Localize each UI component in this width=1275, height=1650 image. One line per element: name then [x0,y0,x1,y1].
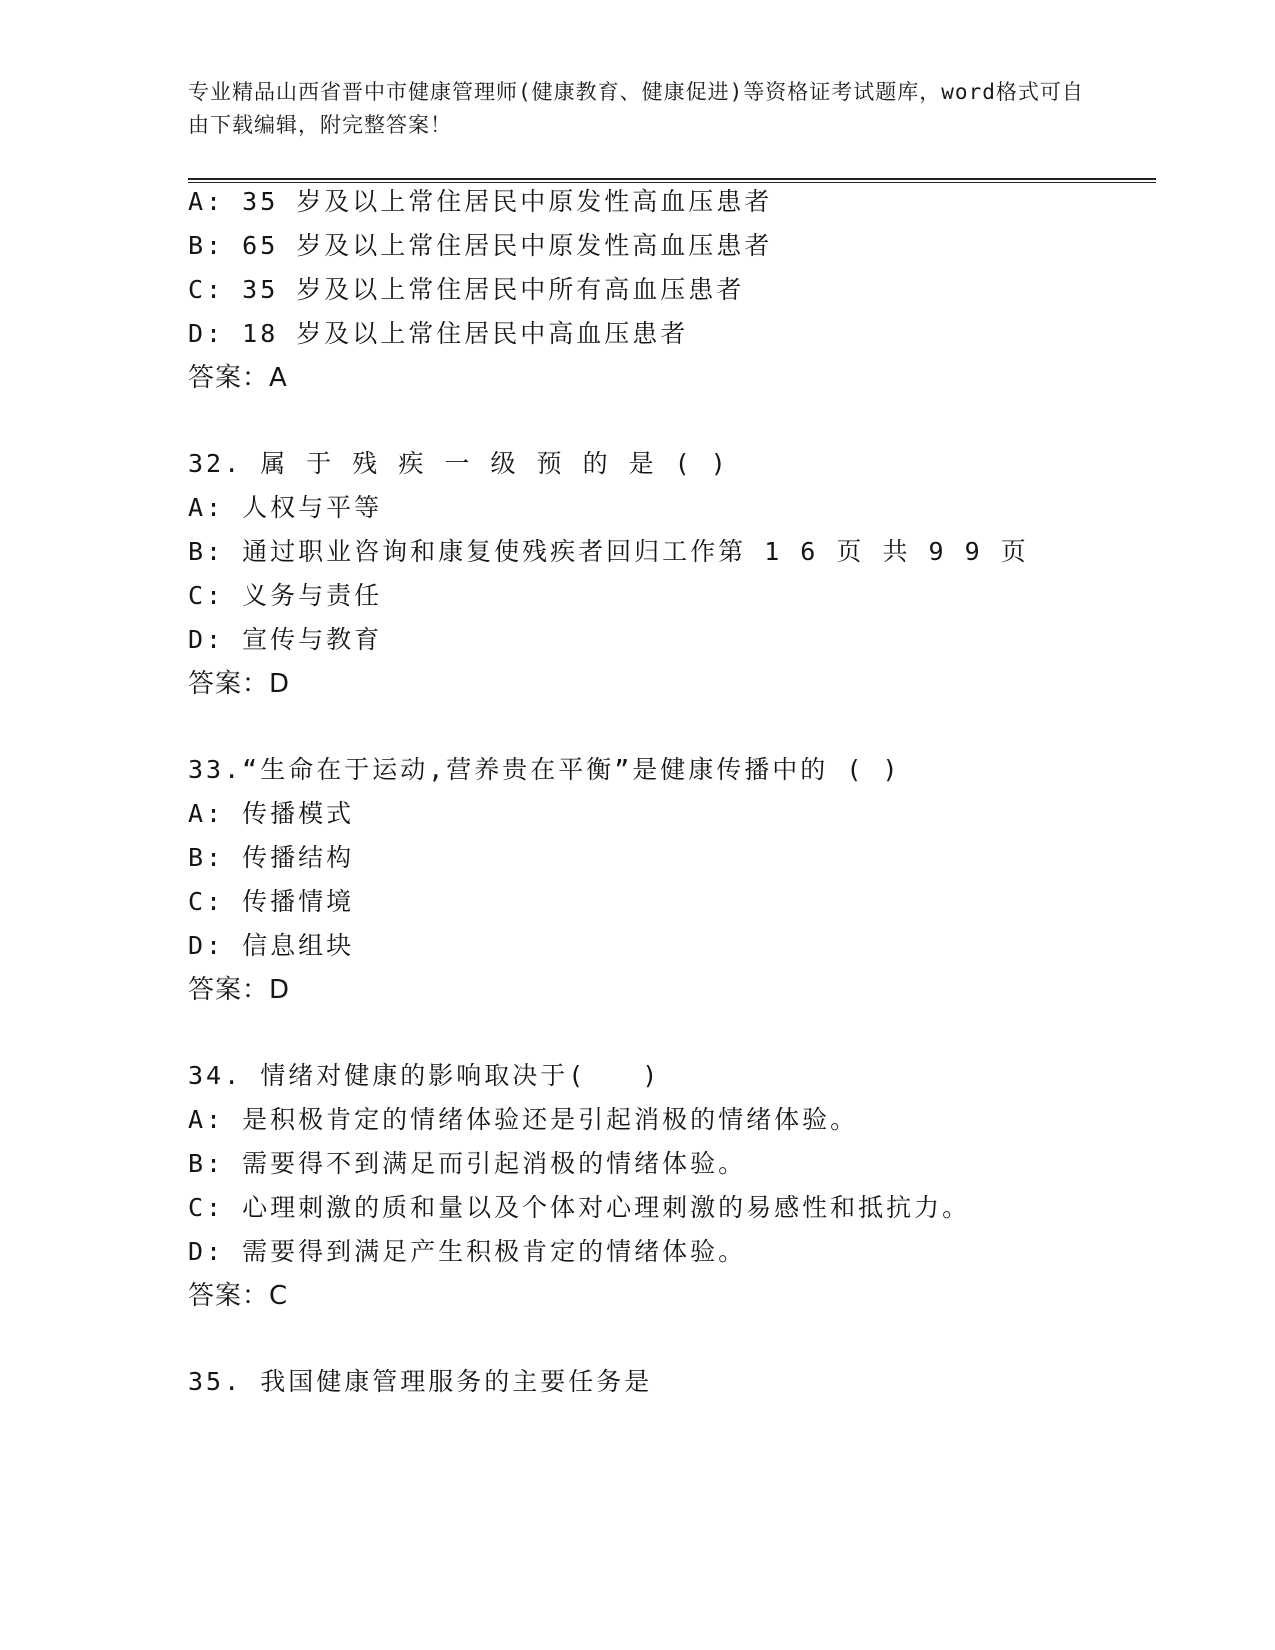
question-32-option-c: C: 义务与责任 [188,581,383,610]
document-header: 专业精品山西省晋中市健康管理师(健康教育、健康促进)等资格证考试题库，word格式可自由下载编辑，附完整答案！ [188,80,1084,137]
question-32-option-a: A: 人权与平等 [188,493,383,522]
question-32-stem: 32. 属 于 残 疾 一 级 预 的 是 ( ) [188,449,729,478]
option-a: A: 35 岁及以上常住居民中原发性高血压患者 [188,187,773,216]
question-33-option-a: A: 传播模式 [188,799,355,828]
question-34-option-b: B: 需要得不到满足而引起消极的情绪体验。 [188,1149,747,1178]
option-c: C: 35 岁及以上常住居民中所有高血压患者 [188,275,745,304]
question-33-answer: 答案：D [188,975,291,1005]
question-34-option-c: C: 心理刺激的质和量以及个体对心理刺激的易感性和抵抗力。 [188,1193,971,1222]
question-32-option-d: D: 宣传与教育 [188,625,383,654]
answer-text: 答案：A [188,363,288,393]
question-34-option-a: A: 是积极肯定的情绪体验还是引起消极的情绪体验。 [188,1105,859,1134]
option-b: B: 65 岁及以上常住居民中原发性高血压患者 [188,231,773,260]
question-34-option-d: D: 需要得到满足产生积极肯定的情绪体验。 [188,1237,747,1266]
question-33-option-c: C: 传播情境 [188,887,355,916]
question-35-stem: 35. 我国健康管理服务的主要任务是 [188,1367,653,1396]
question-33-stem: 33.“生命在于运动,营养贵在平衡”是健康传播中的 ( ) [188,755,901,784]
question-34-answer: 答案：C [188,1281,289,1311]
question-32-option-b: B: 通过职业咨询和康复使残疾者回归工作第 1 6 页 共 9 9 页 [188,537,1029,566]
header-divider [188,178,1156,183]
question-33-option-b: B: 传播结构 [188,843,355,872]
option-d: D: 18 岁及以上常住居民中高血压患者 [188,319,689,348]
question-32-answer: 答案：D [188,669,291,699]
question-33-option-d: D: 信息组块 [188,931,355,960]
question-34-stem: 34. 情绪对健康的影响取决于( ) [188,1061,661,1090]
